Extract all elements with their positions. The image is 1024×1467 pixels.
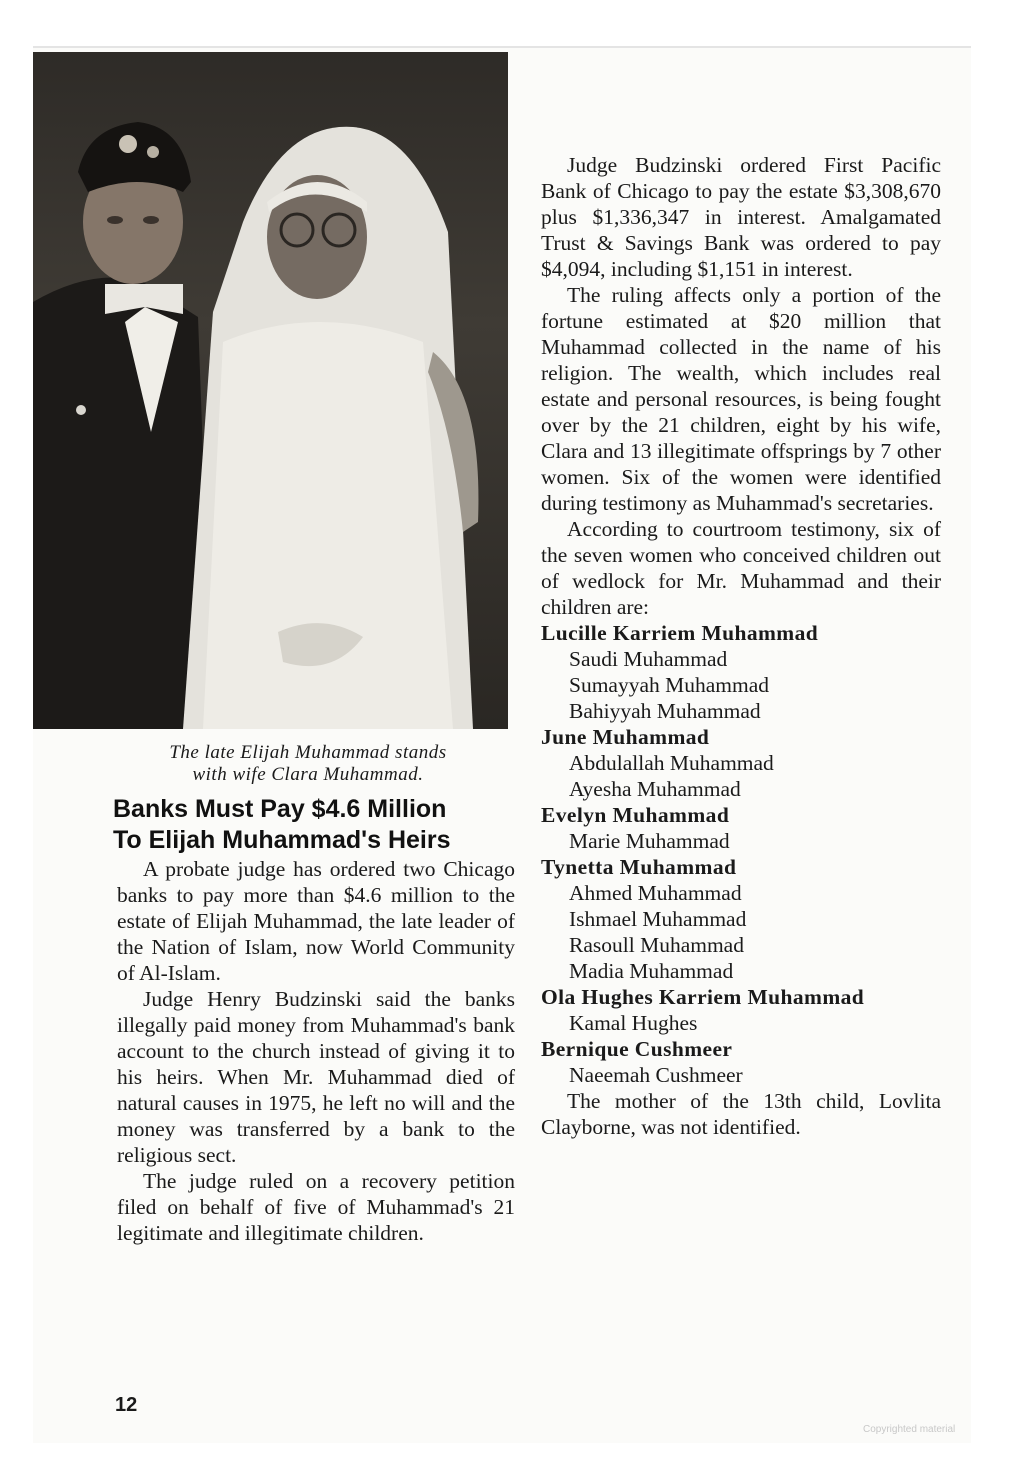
closing-paragraph: The mother of the 13th child, Lovlita Clayborne, was not identified. <box>541 1089 941 1139</box>
headline-line-2: To Elijah Muhammad's Heirs <box>113 826 451 854</box>
child-name: Marie Muhammad <box>569 829 730 853</box>
caption-line-1: The late Elijah Muhammad stands <box>169 742 447 763</box>
child-name: Madia Muhammad <box>569 959 734 983</box>
child-name: Ishmael Muhammad <box>569 907 747 931</box>
child-name: Saudi Muhammad <box>569 647 728 671</box>
copyright-notice: Copyrighted material <box>863 1424 956 1435</box>
caption-line-2: with wife Clara Muhammad. <box>192 764 424 785</box>
mother-name: Evelyn Muhammad <box>541 803 730 827</box>
mother-name: Ola Hughes Karriem Muhammad <box>541 985 865 1009</box>
child-name: Kamal Hughes <box>569 1011 698 1035</box>
child-name: Abdulallah Muhammad <box>569 751 774 775</box>
paragraph: According to courtroom testimony, six of the seven women who conceived children out of wedlock for Mr. Muhammad and their children are: <box>541 517 941 619</box>
child-name: Bahiyyah Muhammad <box>569 699 761 723</box>
mother-name: Tynetta Muhammad <box>541 855 737 879</box>
child-name: Ayesha Muhammad <box>569 777 741 801</box>
child-name: Ahmed Muhammad <box>569 881 742 905</box>
paragraph: A probate judge has ordered two Chicago banks to pay more than $4.6 million to the estate of Elijah Muhammad, the late leader of the Nation of Islam, now World Community of Al-Islam. <box>117 857 515 985</box>
paragraph: Judge Henry Budzinski said the banks illegally paid money from Muhammad's bank account to the church instead of giving it to his heirs. When Mr. Muhammad died of natural causes in 1975, he left no will and the money was transferred by a bank to the religious sect. <box>117 987 515 1167</box>
child-name: Sumayyah Muhammad <box>569 673 770 697</box>
mother-name: June Muhammad <box>541 725 710 749</box>
mother-name: Bernique Cushmeer <box>541 1037 733 1061</box>
portrait-photo-icon <box>33 52 508 729</box>
right-column <box>541 152 941 1140</box>
page-number: 12 <box>115 1394 138 1416</box>
portrait-photo <box>33 52 508 729</box>
photo-caption <box>103 742 513 786</box>
mother-name: Lucille Karriem Muhammad <box>541 621 819 645</box>
child-name: Rasoull Muhammad <box>569 933 744 957</box>
paragraph: The ruling affects only a portion of the fortune estimated at $20 million that Muhammad collected in the name of his religion. The wealth, which includes real estate and personal resources, is being fought over by the 21 children, eight by his wife, Clara and 13 illegitimate offsprings by 7 other women. Six of the women were identified during testimony as Muhammad's secretaries. <box>541 283 941 515</box>
paragraph: The judge ruled on a recovery petition filed on behalf of five of Muhammad's 21 legitimate and illegitimate children. <box>117 1169 515 1245</box>
article-headline <box>113 794 533 856</box>
magazine-page <box>33 46 971 1443</box>
headline-line-1: Banks Must Pay $4.6 Million <box>113 795 447 823</box>
paragraph: Judge Budzinski ordered First Pacific Bank of Chicago to pay the estate $3,308,670 plus $1,336,347 in interest. Amalgamated Trust & Savings Bank was ordered to pay $4,094, including $1,151 in interest. <box>541 153 941 281</box>
left-column <box>117 856 515 1246</box>
child-name: Naeemah Cushmeer <box>569 1063 743 1087</box>
